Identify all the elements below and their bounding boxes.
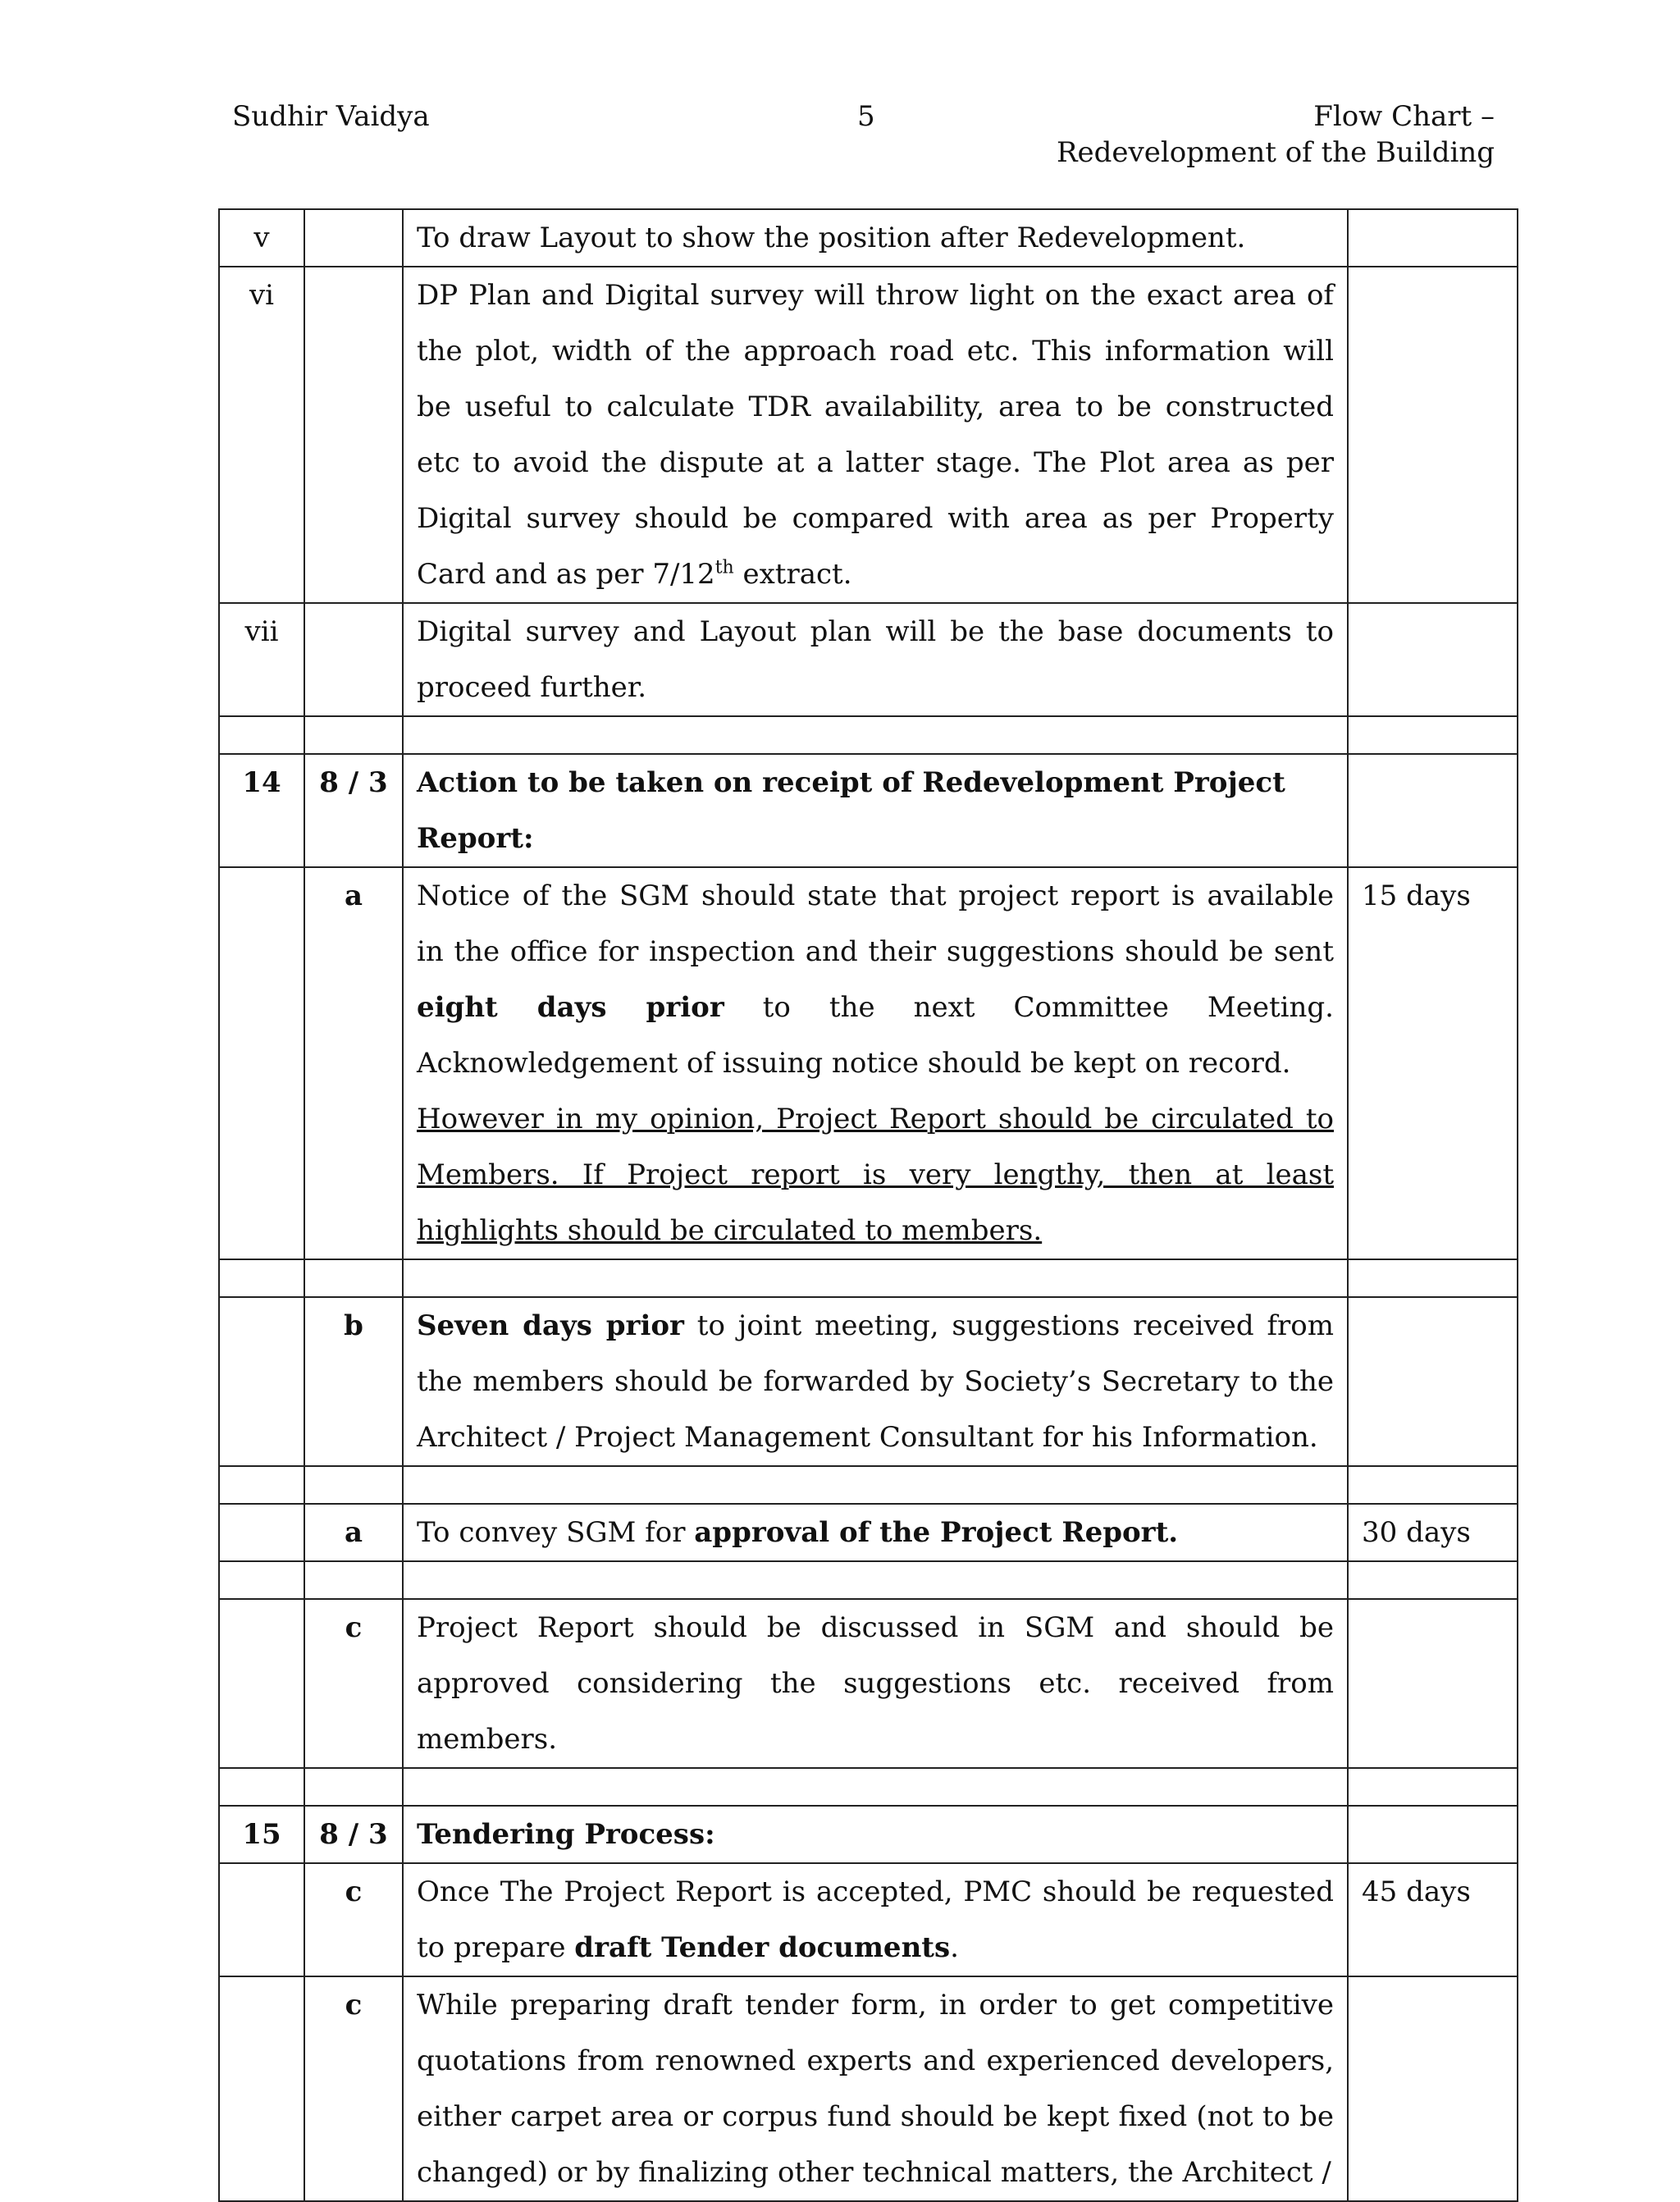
header-title: [1057, 98, 1495, 171]
step-description: [403, 1297, 1348, 1466]
bold-text: eight days prior: [417, 991, 724, 1024]
description-text: To convey SGM for: [417, 1516, 695, 1549]
spacer-row: [219, 1259, 1518, 1297]
sub-number-cell: [304, 603, 403, 716]
bold-text: draft Tender documents: [574, 1931, 951, 1964]
table-row: [219, 603, 1518, 716]
table-row: [219, 209, 1518, 267]
step-number: vi: [219, 267, 304, 603]
description-text: to the next Committee Meeting. Acknowledgement of issuing notice should be kept on record.: [417, 991, 1334, 1080]
bold-text: approval of the Project Report.: [694, 1516, 1179, 1549]
step-description: [403, 867, 1348, 1259]
duration-cell: [1348, 1297, 1518, 1466]
section-number: 15: [219, 1806, 304, 1863]
step-number-cell: [219, 1976, 304, 2201]
flow-chart-table: [218, 208, 1518, 2202]
section-number: 14: [219, 754, 304, 867]
sub-step-letter: c: [304, 1863, 403, 1976]
step-number-cell: [219, 1599, 304, 1768]
step-description: Project Report should be discussed in SGM and should be approved considering the suggestions etc. received from members.: [403, 1599, 1348, 1768]
spacer-row: [219, 1561, 1518, 1599]
section-heading: Tendering Process:: [403, 1806, 1348, 1863]
duration: 30 days: [1348, 1504, 1518, 1561]
step-description: To draw Layout to show the position after Redevelopment.: [403, 209, 1348, 267]
underlined-note: However in my opinion, Project Report should be circulated to Members. If Project report is very lengthy, then at least highlights should be circulated to members.: [417, 1103, 1334, 1247]
step-number-cell: [219, 1863, 304, 1976]
table-row: [219, 267, 1518, 603]
table-row: [219, 1297, 1518, 1466]
duration-cell: [1348, 1806, 1518, 1863]
description-text: DP Plan and Digital survey will throw light on the exact area of the plot, width of the approach road etc. This information will be useful to calculate TDR availability, area to be constructed etc to avoid the dispute at a latter stage. The Plot area as per Digital survey should be compared with area as per Property Card and as per 7/12: [417, 279, 1334, 591]
sub-number-cell: [304, 267, 403, 603]
bold-text: Seven days prior: [417, 1309, 684, 1342]
step-description: [403, 267, 1348, 603]
table-row: [219, 1976, 1518, 2201]
sub-step-letter: b: [304, 1297, 403, 1466]
duration: 45 days: [1348, 1863, 1518, 1976]
table-row: [219, 867, 1518, 1259]
duration-cell: [1348, 1599, 1518, 1768]
spacer-row: [219, 1466, 1518, 1504]
description-text: to joint meeting, suggestions received from the members should be forwarded by Society’s Secretary to the Architect / Project Management Consultant for his Information.: [417, 1309, 1334, 1454]
spacer-row: [219, 716, 1518, 754]
duration-cell: [1348, 267, 1518, 603]
step-number-cell: [219, 1297, 304, 1466]
step-description: While preparing draft tender form, in order to get competitive quotations from renowned experts and experienced developers, either carpet area or corpus fund should be kept fixed (not to be changed) or by finalizing other technical matters, the Architect /: [403, 1976, 1348, 2201]
header-title-line1: Flow Chart –: [1313, 100, 1495, 133]
page-number: 5: [857, 100, 875, 133]
table-row: [219, 1504, 1518, 1561]
spacer-row: [219, 1768, 1518, 1806]
sub-step-letter: a: [304, 1504, 403, 1561]
header-author: Sudhir Vaidya: [232, 100, 430, 133]
duration: 15 days: [1348, 867, 1518, 1259]
description-text: .: [950, 1931, 959, 1964]
header-title-line2: Redevelopment of the Building: [1056, 136, 1495, 169]
step-number-cell: [219, 867, 304, 1259]
duration-cell: [1348, 754, 1518, 867]
duration-cell: [1348, 209, 1518, 267]
step-description: Digital survey and Layout plan will be the base documents to proceed further.: [403, 603, 1348, 716]
step-description: [403, 1863, 1348, 1976]
superscript-th: th: [714, 557, 734, 578]
duration-cell: [1348, 603, 1518, 716]
sub-number: 8 / 3: [304, 754, 403, 867]
sub-step-letter: a: [304, 867, 403, 1259]
duration-cell: [1348, 1976, 1518, 2201]
step-number: v: [219, 209, 304, 267]
section-heading: Action to be taken on receipt of Redevelopment Project Report:: [403, 754, 1348, 867]
sub-step-letter: c: [304, 1599, 403, 1768]
step-number: vii: [219, 603, 304, 716]
table-row: [219, 1599, 1518, 1768]
table-row: [219, 1806, 1518, 1863]
description-text-end: extract.: [733, 558, 852, 591]
table-row: [219, 1863, 1518, 1976]
description-text: Once The Project Report is accepted, PMC should be requested to prepare: [417, 1875, 1334, 1964]
description-text: Notice of the SGM should state that project report is available in the office for inspection and their suggestions should be sent: [417, 879, 1334, 968]
sub-number-cell: [304, 209, 403, 267]
sub-step-letter: c: [304, 1976, 403, 2201]
step-number-cell: [219, 1504, 304, 1561]
sub-number: 8 / 3: [304, 1806, 403, 1863]
step-description: [403, 1504, 1348, 1561]
table-row: [219, 754, 1518, 867]
